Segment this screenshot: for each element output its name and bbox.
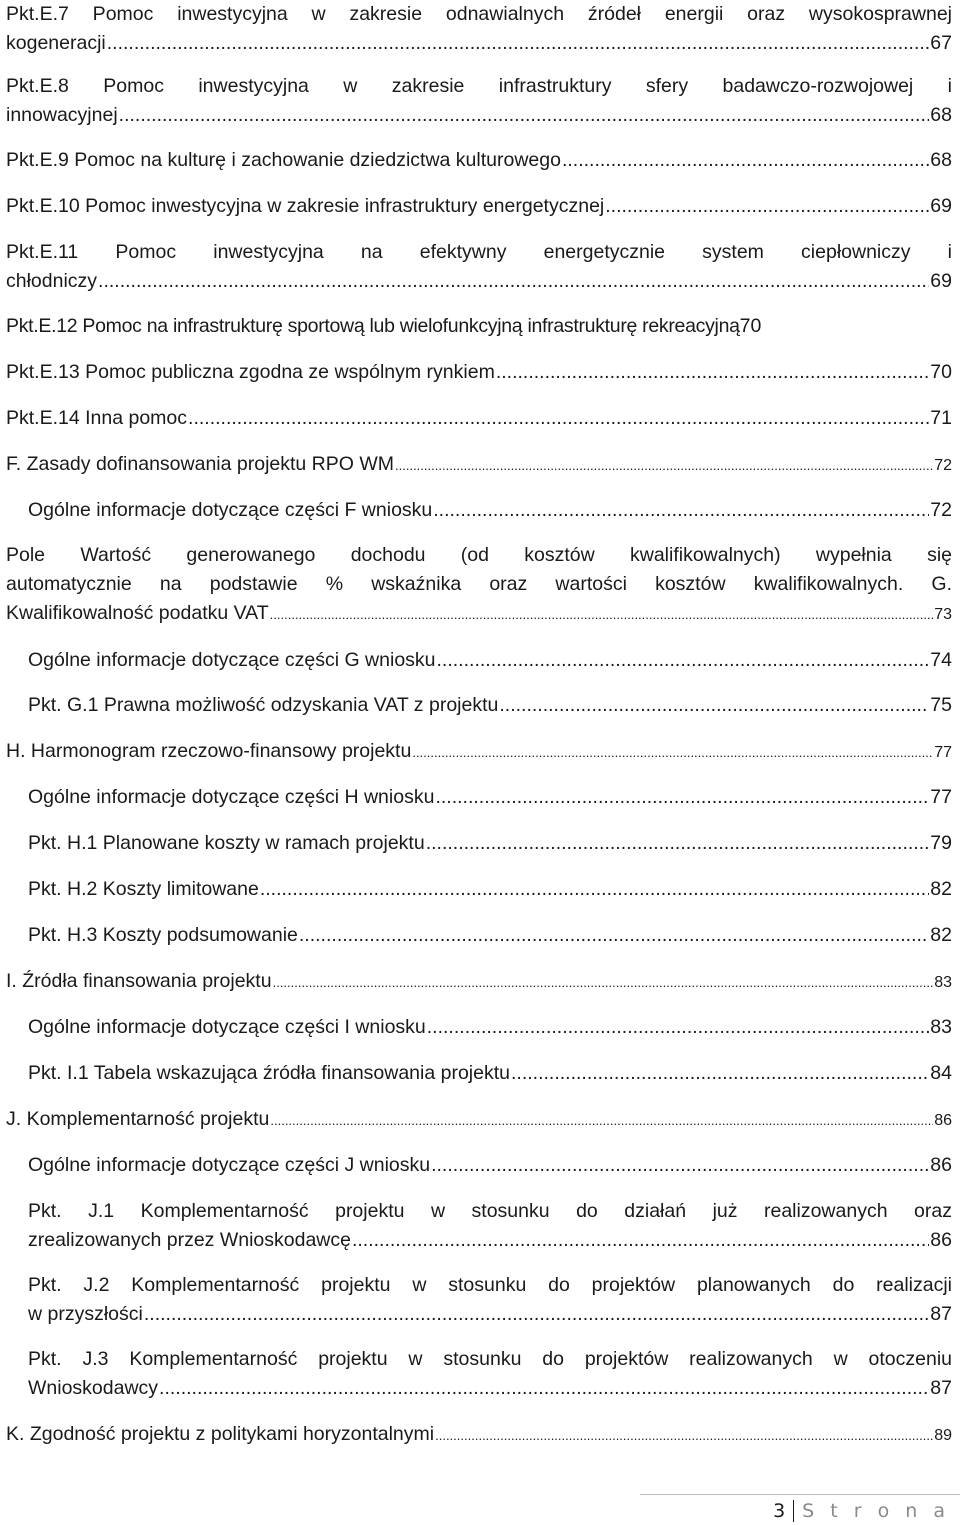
- toc-entry-title: Pole Wartość generowanego dochodu (od kosztów kwalifikowalnych) wypełnia się: [6, 544, 952, 566]
- toc-entry-title: w przyszłości: [28, 1303, 143, 1325]
- toc-leader-dots: [562, 146, 929, 175]
- toc-entry-title: Wnioskodawcy: [28, 1377, 159, 1399]
- toc-page-number: 68: [930, 104, 952, 126]
- toc-page-number: 73: [934, 606, 952, 623]
- toc-entry-title: Kwalifikowalność podatku VAT: [6, 602, 269, 624]
- toc-entry-title: Ogólne informacje dotyczące części J wniosku: [28, 1154, 431, 1176]
- toc-entry-h1[interactable]: [28, 829, 952, 858]
- toc-leader-dots: [426, 829, 930, 858]
- toc-entry-h2[interactable]: [28, 875, 952, 904]
- toc-entry-title: Pkt. J.1 Komplementarność projektu w stosunku do działań już realizowanych oraz: [28, 1200, 952, 1222]
- toc-entry-title: H. Harmonogram rzeczowo-finansowy projektu: [6, 740, 412, 762]
- toc-entry-h[interactable]: [6, 737, 952, 767]
- toc-entry-title: Pkt.E.9 Pomoc na kulturę i zachowanie dziedzictwa kulturowego: [6, 149, 561, 171]
- toc-entry-title: Pkt.E.7 Pomoc inwestycyjna w zakresie odnawialnych źródeł energii oraz wysokosprawnej: [6, 3, 952, 25]
- toc-page-number: 69: [930, 195, 952, 217]
- toc-entry-title: Pkt. J.3 Komplementarność projektu w stosunku do projektów realizowanych w otoczeniu: [28, 1348, 952, 1370]
- toc-page-number: 70: [739, 315, 762, 337]
- toc-entry-j3[interactable]: [28, 1345, 952, 1403]
- toc-entry-title: Ogólne informacje dotyczące części I wniosku: [28, 1016, 426, 1038]
- toc-entry-title: zrealizowanych przez Wnioskodawcę: [28, 1229, 351, 1251]
- toc-entry-j[interactable]: [6, 1105, 952, 1135]
- toc-leader-dots: [159, 1374, 929, 1403]
- toc-entry-j2[interactable]: [28, 1271, 952, 1329]
- toc-entry-title: Pkt. H.3 Koszty podsumowanie: [28, 924, 298, 946]
- toc-entry-i-general[interactable]: [28, 1013, 952, 1042]
- toc-entry-title: J. Komplementarność projektu: [6, 1108, 270, 1130]
- toc-page-number: 72: [934, 457, 952, 474]
- toc-leader-dots: [437, 646, 930, 675]
- toc-entry-title: kogeneracji: [6, 32, 106, 54]
- toc-page-number: 68: [930, 149, 952, 171]
- toc-entry-i[interactable]: [6, 967, 952, 997]
- toc-entry-f[interactable]: [6, 450, 952, 480]
- toc-page-number: 67: [930, 32, 952, 54]
- toc-entry-f-general[interactable]: [28, 496, 952, 525]
- toc-entry-title: chłodniczy: [6, 270, 98, 292]
- page-footer: [773, 1500, 950, 1522]
- toc-entry-title: innowacyjnej: [6, 104, 118, 126]
- toc-leader-dots: [496, 358, 929, 387]
- toc-leader-dots: [435, 783, 929, 812]
- toc-entry-title: Pkt. H.2 Koszty limitowane: [28, 878, 259, 900]
- toc-entry-e12[interactable]: [6, 312, 952, 341]
- toc-entry-e11[interactable]: [6, 238, 952, 296]
- toc-entry-title: automatycznie na podstawie % wskaźnika oraz wartości kosztów kwalifikowalnych. G.: [6, 573, 952, 595]
- toc-leader-dots: [511, 1059, 929, 1088]
- toc-entry-title: Pkt. H.1 Planowane koszty w ramach projektu: [28, 832, 425, 854]
- toc-entry-e7[interactable]: [6, 0, 952, 58]
- toc-page-number: 74: [930, 649, 952, 671]
- toc-page-number: 71: [930, 407, 952, 429]
- toc-entry-g-general[interactable]: [28, 646, 952, 675]
- toc-leader-dots: [98, 267, 929, 296]
- toc-page-number: 75: [930, 694, 952, 716]
- toc-page-number: 69: [930, 270, 952, 292]
- footer-label: S t r o n a: [802, 1500, 950, 1522]
- toc-page-number: 86: [930, 1154, 952, 1176]
- toc-leader-dots: [395, 451, 933, 480]
- toc-entry-h3[interactable]: [28, 921, 952, 950]
- toc-entry-e14[interactable]: [6, 404, 952, 433]
- toc-entry-title: Pkt.E.13 Pomoc publiczna zgodna ze wspólnym rynkiem: [6, 361, 495, 383]
- toc-page-number: 77: [934, 744, 952, 761]
- toc-leader-dots: [270, 600, 934, 629]
- toc-entry-title: Pkt.E.12 Pomoc na infrastrukturę sportową lub wielofunkcyjną infrastrukturę rekreacyjną: [6, 315, 740, 337]
- toc-entry-title: K. Zgodność projektu z politykami horyzontalnymi: [6, 1423, 435, 1445]
- toc-page-number: 83: [934, 974, 952, 991]
- toc-entry-g1[interactable]: [28, 691, 952, 720]
- toc-entry-j-general[interactable]: [28, 1151, 952, 1180]
- toc-leader-dots: [412, 738, 933, 767]
- toc-page-number: 87: [930, 1303, 952, 1325]
- toc-leader-dots: [144, 1300, 929, 1329]
- toc-entry-title: Ogólne informacje dotyczące części F wniosku: [28, 499, 433, 521]
- footer-rule: [640, 1494, 960, 1495]
- toc-page-number: 86: [934, 1112, 952, 1129]
- toc-entry-title: Pkt.E.11 Pomoc inwestycyjna na efektywny energetycznie system ciepłowniczy i: [6, 241, 952, 263]
- toc-page-number: 79: [930, 832, 952, 854]
- toc-entry-h-general[interactable]: [28, 783, 952, 812]
- toc-page-number: 70: [930, 361, 952, 383]
- toc-entry-title: Pkt.E.14 Inna pomoc: [6, 407, 188, 429]
- toc-page-number: 89: [934, 1427, 952, 1444]
- toc-entry-title: F. Zasady dofinansowania projektu RPO WM: [6, 453, 395, 475]
- toc-page-number: 86: [930, 1229, 952, 1251]
- toc-entry-title: Pkt.E.10 Pomoc inwestycyjna w zakresie infrastruktury energetycznej: [6, 195, 605, 217]
- toc-entry-k[interactable]: [6, 1420, 952, 1450]
- toc-entry-title: Pkt. G.1 Prawna możliwość odzyskania VAT z projektu: [28, 694, 499, 716]
- toc-entry-title: Pkt. J.2 Komplementarność projektu w stosunku do projektów planowanych do realizacji: [28, 1274, 952, 1296]
- toc-leader-dots: [119, 101, 930, 130]
- toc-entry-j1[interactable]: [28, 1197, 952, 1255]
- toc-entry-e9[interactable]: [6, 146, 952, 175]
- toc-entry-title: Ogólne informacje dotyczące części G wniosku: [28, 649, 436, 671]
- toc-leader-dots: [270, 1106, 933, 1135]
- toc-page-number: 87: [930, 1377, 952, 1399]
- toc-entry-title: Pkt. I.1 Tabela wskazująca źródła finansowania projektu: [28, 1062, 510, 1084]
- toc-page-number: 72: [930, 499, 952, 521]
- toc-page-number: 83: [930, 1016, 952, 1038]
- toc-entry-title: Pkt.E.8 Pomoc inwestycyjna w zakresie infrastruktury sfery badawczo-rozwojowej i: [6, 75, 952, 97]
- toc-page-number: 77: [930, 786, 952, 808]
- toc-page-number: 84: [930, 1062, 952, 1084]
- toc-entry-e10[interactable]: [6, 192, 952, 221]
- toc-leader-dots: [499, 691, 929, 720]
- toc-leader-dots: [107, 29, 930, 58]
- toc-entry-i1[interactable]: [28, 1059, 952, 1088]
- toc-leader-dots: [260, 875, 929, 904]
- toc-entry-pole-g[interactable]: [6, 541, 952, 629]
- toc-leader-dots: [427, 1013, 930, 1042]
- footer-separator: [793, 1500, 794, 1522]
- toc-leader-dots: [273, 968, 934, 997]
- toc-leader-dots: [433, 496, 929, 525]
- toc-entry-e13[interactable]: [6, 358, 952, 387]
- toc-entry-title: I. Źródła finansowania projektu: [6, 970, 272, 992]
- toc-leader-dots: [431, 1151, 929, 1180]
- footer-page-number: 3: [773, 1500, 786, 1522]
- toc-leader-dots: [188, 404, 929, 433]
- toc-leader-dots: [299, 921, 929, 950]
- toc-page-number: 82: [930, 924, 952, 946]
- toc-leader-dots: [435, 1421, 933, 1450]
- toc-entry-e8[interactable]: [6, 72, 952, 130]
- toc-entry-title: Ogólne informacje dotyczące części H wniosku: [28, 786, 435, 808]
- toc-page-number: 82: [930, 878, 952, 900]
- toc-leader-dots: [605, 192, 929, 221]
- toc-leader-dots: [352, 1226, 929, 1255]
